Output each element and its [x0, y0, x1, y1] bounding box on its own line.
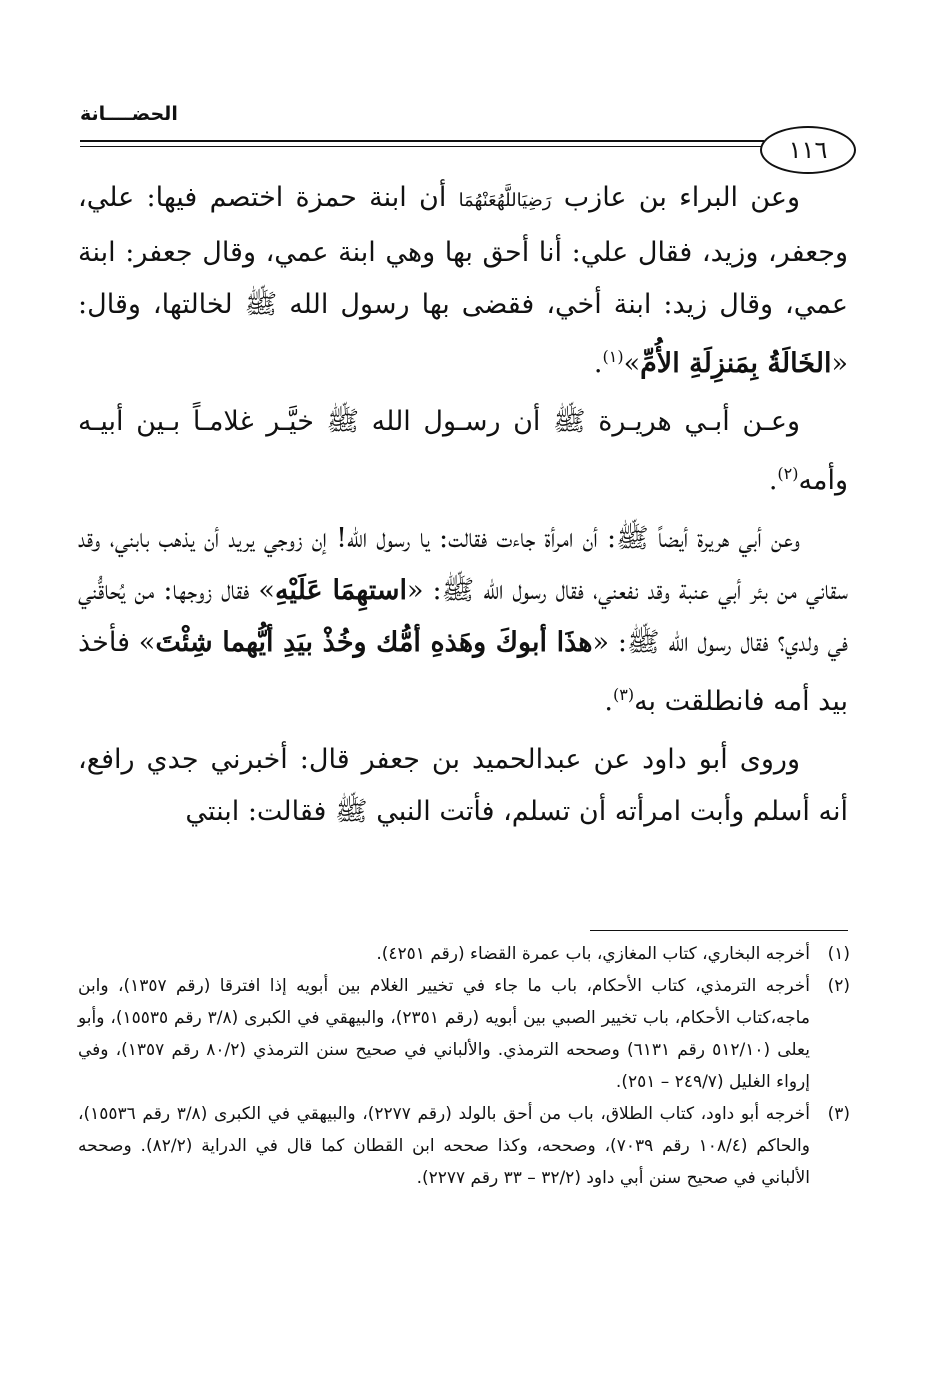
footnote-3 [78, 1098, 850, 1194]
footnote-number: (١) [827, 944, 850, 964]
hadith-quote: الخَالَةُ بِمَنزِلَةِ الأُمِّ [640, 348, 832, 379]
running-header-title: الحضــــانة [80, 103, 178, 125]
paragraph-1 [78, 172, 848, 390]
footnote-text: أخرجه الترمذي، كتاب الأحكام، باب ما جاء في تخيير الغلام بين أبويه إذا افترقا (رقم ١٣٥٧)، وابن ماجه،كتاب الأحكام، باب تخيير الصبي بين أبويه (رقم ٢٣٥١)، والبيهقي في الكبرى (٣/٨ رقم ١٥٥٣٥)، وأبو يعلى (٥١٢/١٠ رقم ٦١٣١) وصححه الترمذي. والألباني في صحيح سنن الترمذي (٨٠/٢ رقم ١٣٥٧)، وفي إرواء الغليل (٢٤٩/٧ – ٢٥١). [78, 976, 810, 1092]
text-segment: . [593, 348, 603, 379]
paragraph-3 [78, 513, 848, 728]
paragraph-2 [78, 396, 848, 507]
footnote-text: أخرجه البخاري، كتاب المغازي، باب عمرة القضاء (رقم ٤٢٥١). [376, 944, 810, 964]
text-segment: وعـن أبـي هريـرة ﷺ أن رسـول الله ﷺ خيَّـر غلامـاً بـين أبيـه وأمه [78, 406, 848, 496]
hadith-quote: استهِمَا عَلَيْهِ [274, 575, 407, 606]
text-segment: » فأخذ بيد أمه فانطلقت به [78, 627, 848, 717]
page-number: ١١٦ [760, 126, 856, 174]
text-segment: وعن أبي هريرة أيضاً ﷺ: أن امرأة جاءت فقالت: يا رسول الله! إن زوجي يريد أن يذهب بابني، وقد سقاني من بئر أبي عنبة وقد نفعني، فقال رسول الله ﷺ: « [78, 523, 849, 606]
hadith-quote: هذَا أبوكَ وهَذهِ أمُّك وخُذْ بيَدِ أيُّهما شِئْتَ [155, 627, 593, 658]
footnote-separator [590, 930, 848, 931]
header-rule-thin [80, 146, 764, 147]
footnote-2 [78, 970, 850, 1098]
header-rule [80, 140, 764, 142]
text-segment: » فقال زوجها: من يُحاقُّني في ولدي؟ فقال رسول الله ﷺ: « [78, 575, 849, 658]
text-segment: أن ابنة حمزة اختصم فيها: علي، وجعفر، وزيد، فقال علي: أنا أحق بها وهي ابنة عمي، وقال جعفر: ابنة عمي، وقال زيد: ابنة أخي، فقضى بها رسول الله ﷺ لخالتها، وقال: « [78, 182, 848, 379]
footnote-text: أخرجه أبو داود، كتاب الطلاق، باب من أحق بالولد (رقم ٢٢٧٧)، والبيهقي في الكبرى (٣/٨ رقم ١٥٥٣٦)، والحاكم (١٠٨/٤ رقم ٧٠٣٩)، وصححه، وكذا صححه ابن القطان كما قال في الدراية (٨٢/٢). وصححه الألباني في صحيح سنن أبي داود (٣٢/٢ – ٣٣ رقم ٢٢٧٧). [78, 1104, 810, 1188]
footnote-ref: (٣) [612, 685, 635, 704]
footnote-ref: (٢) [777, 464, 799, 483]
text-segment: . [604, 686, 613, 717]
text-segment: . [768, 465, 778, 496]
text-segment: وعن البراء بن عازب [551, 182, 800, 213]
honorific-symbol: رَضِيَاللَّهُعَنْهُمَا [458, 190, 552, 211]
footnotes [78, 938, 850, 1194]
paragraph-4 [78, 734, 848, 838]
footnote-number: (٣) [827, 1104, 850, 1124]
footnote-1 [78, 938, 850, 970]
text-segment: وروى أبو داود عن عبدالحميد بن جعفر قال: أخبرني جدي رافع، أنه أسلم وأبت امرأته أن تسلم، فأتت النبي ﷺ فقالت: ابنتي [78, 744, 848, 827]
main-text [78, 172, 848, 844]
footnote-ref: (١) [602, 347, 624, 366]
footnote-number: (٢) [827, 976, 850, 996]
text-segment: » [623, 348, 641, 379]
